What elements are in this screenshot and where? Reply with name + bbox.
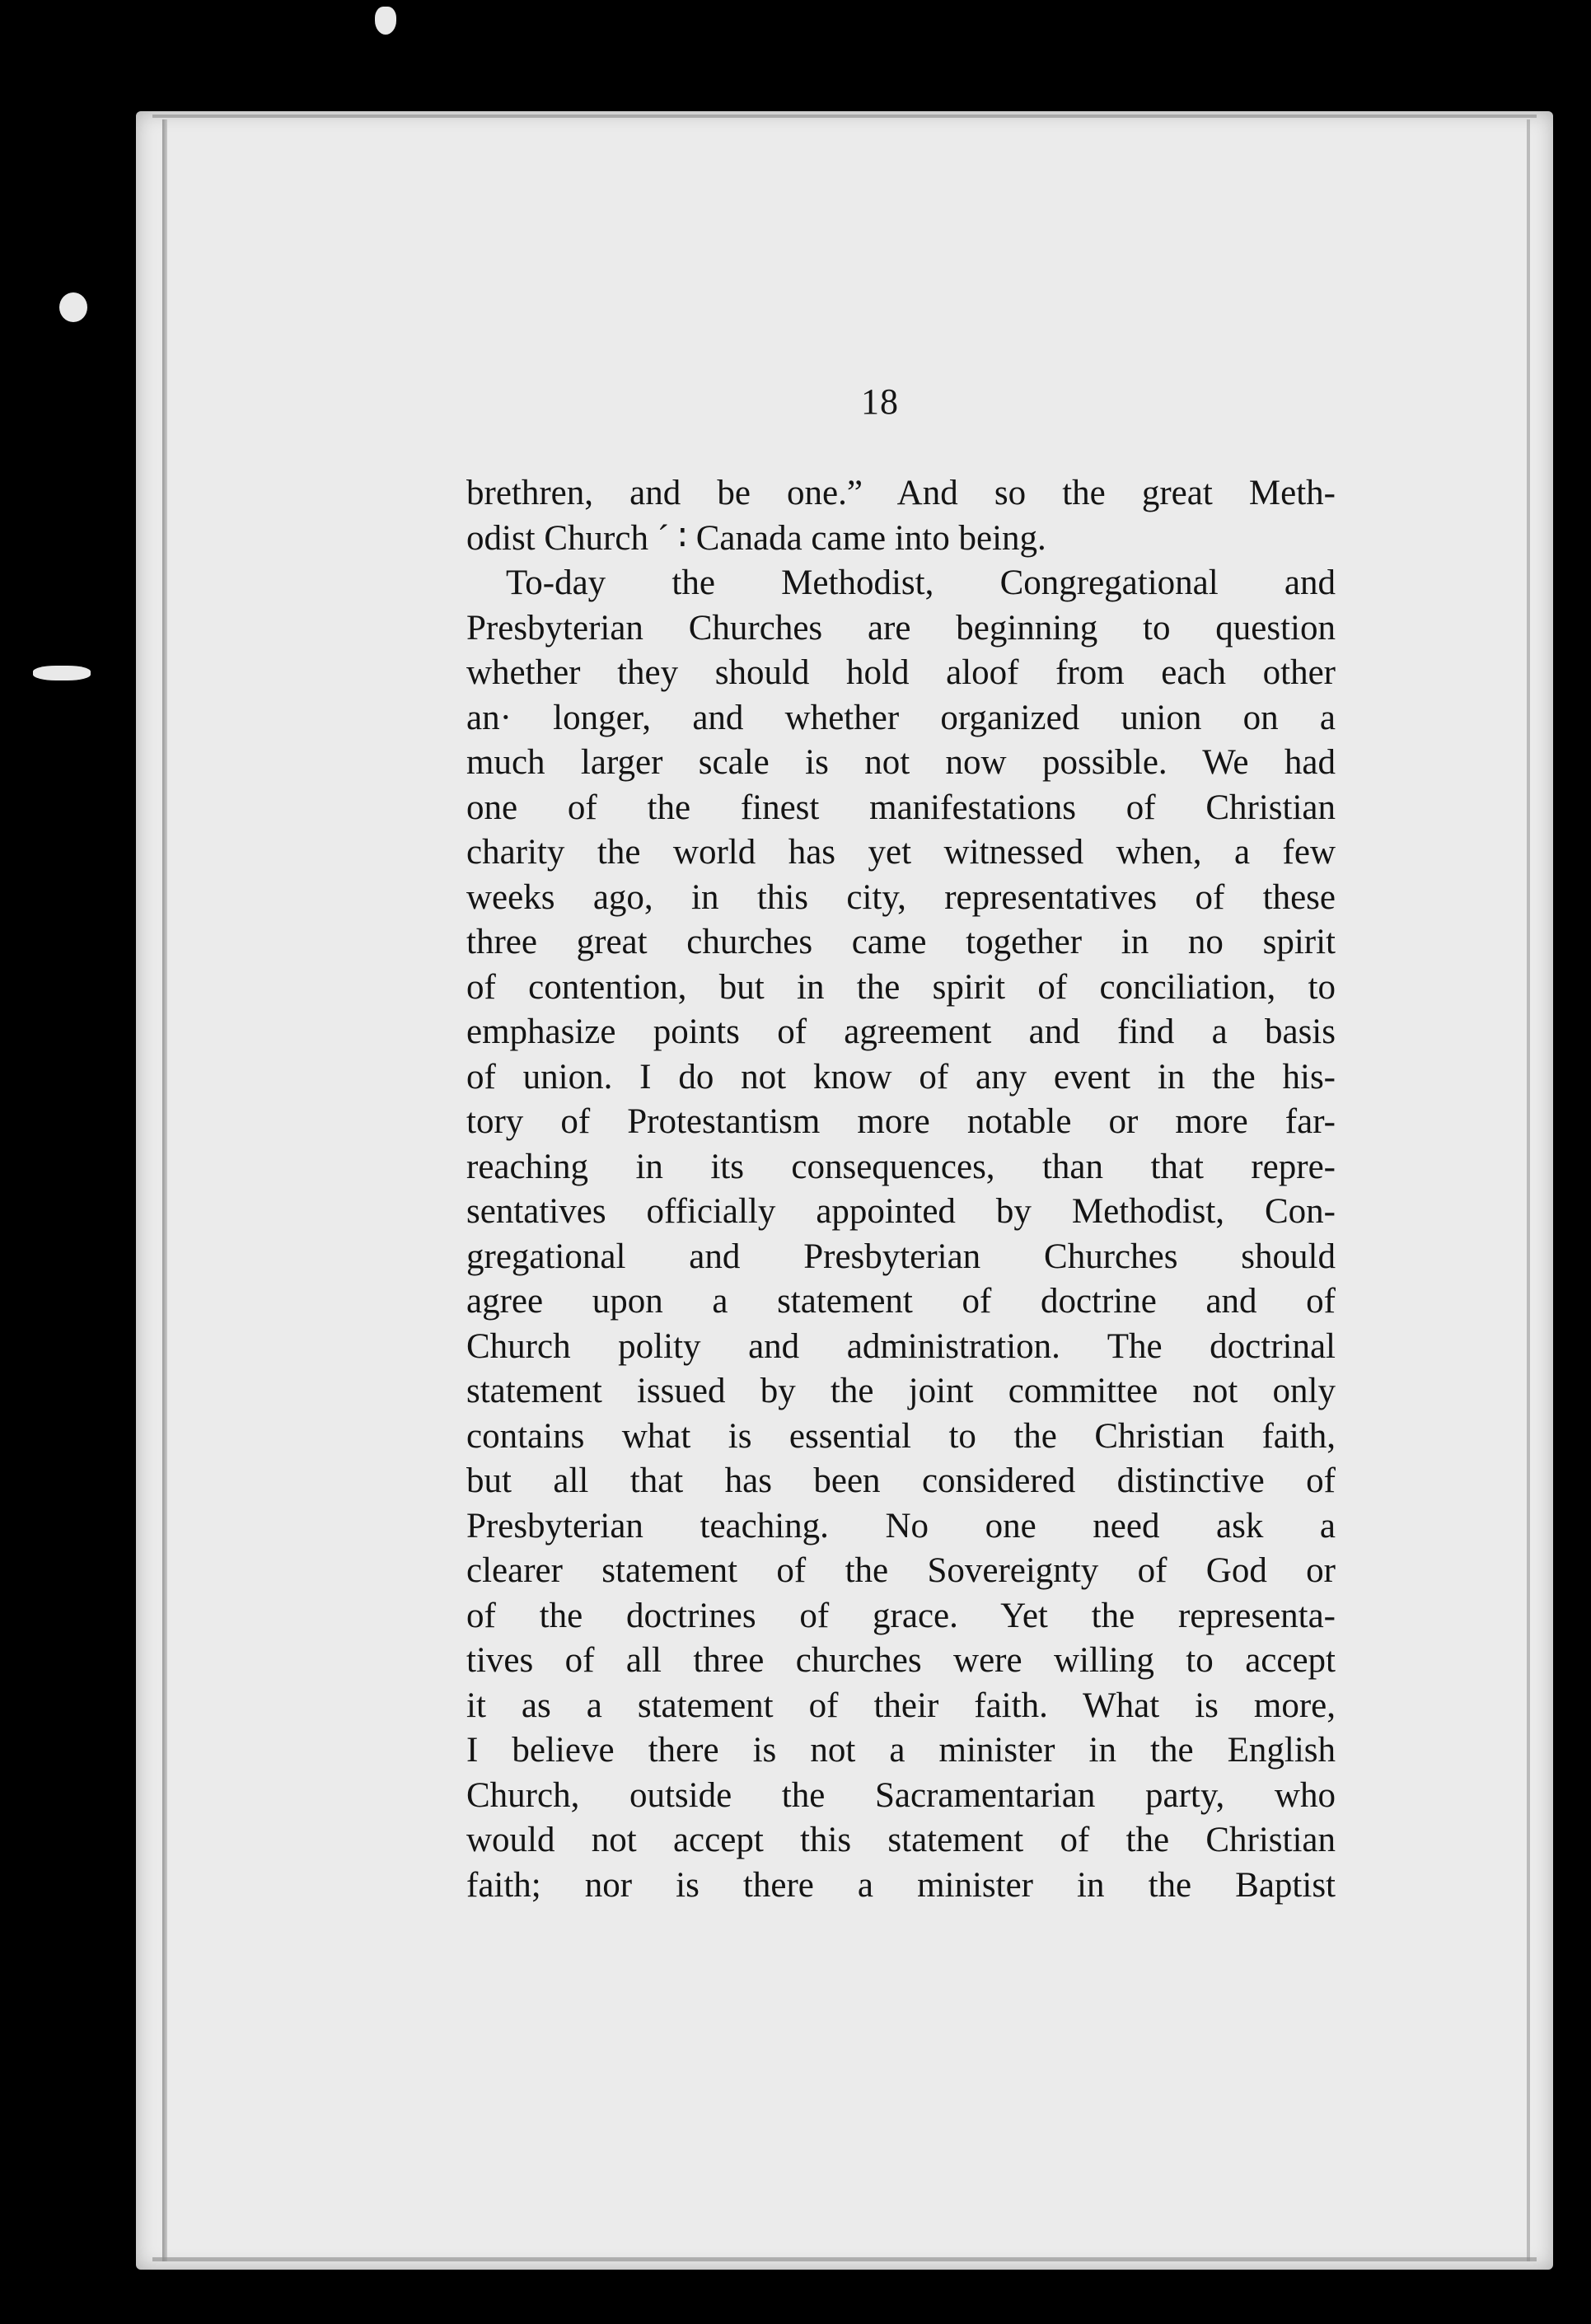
body-text: [466, 471, 1336, 1908]
scan-speck: [59, 292, 87, 322]
text-line: Presbyterian Churches are beginning to question: [466, 608, 1336, 648]
text-line: faith; nor is there a minister in the Baptist: [466, 1865, 1336, 1905]
text-line: To-day the Methodist, Congregational and: [506, 563, 1336, 602]
text-line: of the doctrines of grace. Yet the representa-: [466, 1596, 1336, 1635]
text-line: brethren, and be one.” And so the great Meth-: [466, 474, 1336, 512]
text-line: tory of Protestantism more notable or more far-: [466, 1102, 1336, 1141]
text-line: one of the finest manifestations of Christian: [466, 788, 1336, 827]
text-line: clearer statement of the Sovereignty of God or: [466, 1551, 1336, 1590]
text-line: agree upon a statement of doctrine and of: [466, 1282, 1336, 1321]
text-line: but all that has been considered distinctive of: [466, 1461, 1336, 1500]
text-line: Church, outside the Sacramentarian party, who: [466, 1775, 1336, 1815]
page-edge: [1527, 119, 1530, 2261]
scan-speck: [33, 666, 91, 680]
text-line: much larger scale is not now possible. We had: [466, 743, 1336, 782]
text-line: odist Church ´ ∶ Canada came into being.: [466, 518, 1046, 558]
text-line: contains what is essential to the Christian faith,: [466, 1416, 1336, 1456]
text-line: Church polity and administration. The doctrinal: [466, 1326, 1336, 1366]
text-line: an· longer, and whether organized union on a: [466, 698, 1336, 737]
text-line: it as a statement of their faith. What is more,: [466, 1686, 1336, 1725]
text-line: gregational and Presbyterian Churches should: [466, 1237, 1336, 1276]
page-number: 18: [861, 381, 899, 422]
text-line: emphasize points of agreement and find a basis: [466, 1012, 1336, 1051]
text-line: would not accept this statement of the Christian: [466, 1821, 1336, 1859]
text-line: weeks ago, in this city, representatives of these: [466, 877, 1336, 917]
text-line: of contention, but in the spirit of conciliation, to: [466, 967, 1336, 1007]
page-edge: [152, 2257, 1537, 2261]
text-line: tives of all three churches were willing to accept: [466, 1641, 1336, 1680]
page-edge: [162, 119, 167, 2261]
text-line: I believe there is not a minister in the English: [466, 1731, 1336, 1770]
text-line: whether they should hold aloof from each other: [466, 653, 1336, 692]
page-edge: [152, 115, 1537, 118]
text-line: charity the world has yet witnessed when, a few: [466, 833, 1336, 872]
text-line: Presbyterian teaching. No one need ask a: [466, 1506, 1336, 1545]
text-line: sentatives officially appointed by Methodist, Con-: [466, 1192, 1336, 1231]
text-line: statement issued by the joint committee not only: [466, 1372, 1336, 1410]
scan-speck: [375, 7, 396, 35]
text-line: three great churches came together in no spirit: [466, 923, 1336, 961]
text-line: reaching in its consequences, than that repre-: [466, 1147, 1336, 1186]
text-line: of union. I do not know of any event in the his-: [466, 1057, 1336, 1097]
